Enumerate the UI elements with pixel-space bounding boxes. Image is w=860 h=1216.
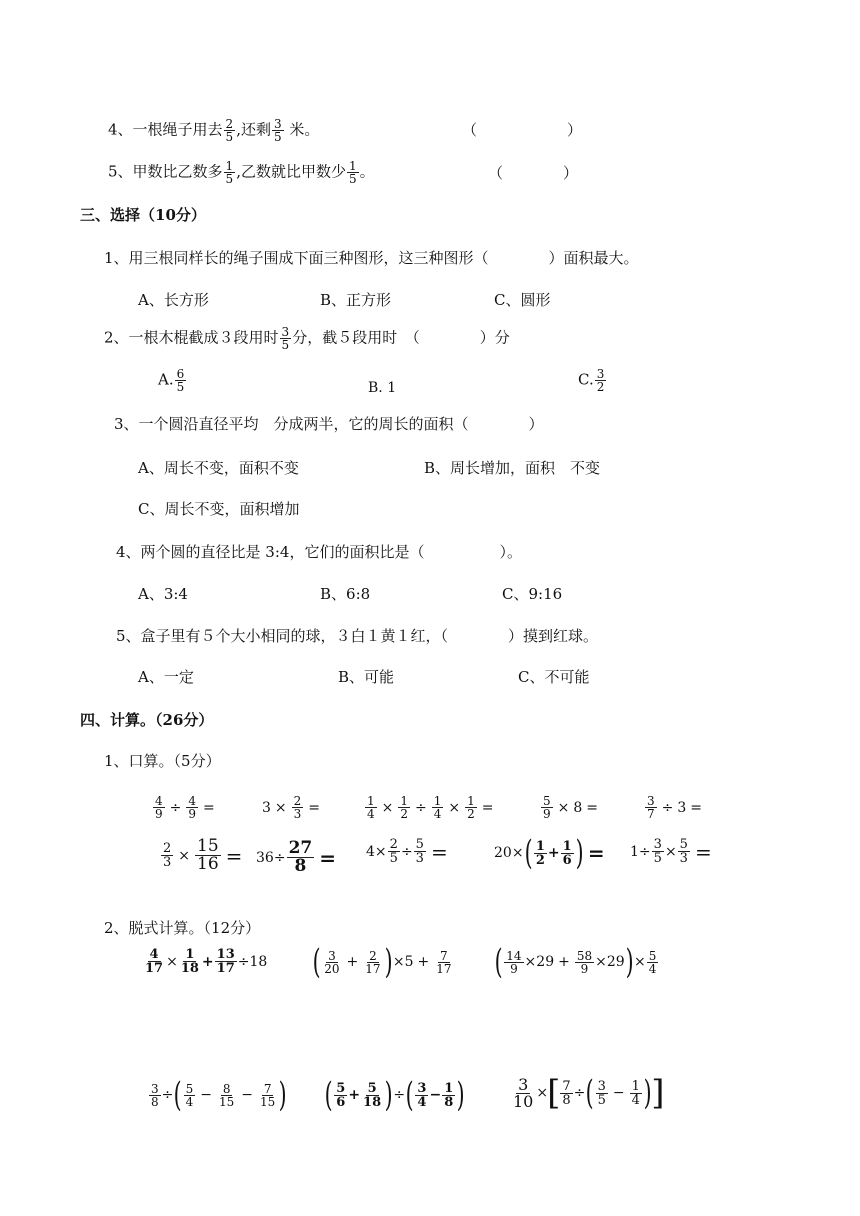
- math-symbol: 29: [606, 954, 625, 970]
- denominator: 6: [336, 1094, 346, 1110]
- oral-expression: [160, 838, 246, 873]
- numerator: 1: [400, 794, 409, 808]
- denominator: 17: [145, 961, 164, 976]
- option-c[interactable]: C、圆形: [494, 291, 551, 309]
- math-symbol: ): [456, 1075, 465, 1115]
- numerator: 5: [648, 948, 657, 963]
- option-c[interactable]: C、周长不变，面积增加: [138, 500, 300, 518]
- numerator: 13: [216, 947, 235, 962]
- denominator: 5: [273, 130, 282, 144]
- math-symbol: 5: [404, 954, 414, 970]
- denominator: 5: [176, 380, 185, 394]
- math-symbol: +: [417, 954, 430, 970]
- denominator: 10: [513, 1091, 534, 1111]
- oral-expression: [644, 795, 706, 820]
- math-symbol: 1: [630, 843, 639, 860]
- math-symbol: +: [547, 845, 560, 861]
- fraction: [292, 795, 304, 820]
- math-symbol: ×: [633, 954, 646, 970]
- numerator: 3: [273, 117, 282, 131]
- denominator: 5: [225, 130, 234, 144]
- denominator: 4: [185, 1094, 194, 1109]
- numerator: 58: [576, 948, 593, 963]
- numerator: 4: [155, 794, 163, 808]
- numerator: 1: [467, 794, 475, 808]
- math-symbol: ÷: [573, 1085, 586, 1101]
- math-symbol: =: [481, 799, 494, 816]
- numerator: 7: [440, 948, 448, 963]
- math-symbol: +: [348, 1087, 361, 1103]
- denominator: 18: [180, 961, 199, 976]
- question-3-5: 5、盒子里有５个大小相同的球，３白１黄１红，（ ）摸到红球。: [116, 627, 599, 645]
- denominator: 5: [281, 338, 290, 352]
- math-symbol: ÷: [415, 799, 427, 816]
- fraction: [179, 948, 201, 975]
- numerator: 5: [543, 794, 551, 808]
- fraction: [534, 840, 547, 867]
- math-symbol: =: [225, 843, 243, 868]
- denominator: 9: [155, 807, 163, 821]
- calc-expression: [142, 948, 267, 975]
- numerator: 4: [149, 947, 159, 962]
- subsection-title: 2、脱式计算。（12分）: [104, 919, 261, 937]
- denominator: 16: [197, 854, 219, 874]
- math-symbol: 18: [249, 953, 268, 970]
- fraction: [287, 840, 315, 875]
- numerator: 2: [225, 117, 234, 131]
- math-symbol: ×: [524, 954, 537, 970]
- option-a[interactable]: A. $\frac{6}{5}$: [158, 367, 185, 394]
- math-symbol: (: [524, 833, 533, 873]
- fraction: [432, 795, 444, 820]
- fraction: [224, 160, 236, 185]
- fraction: [595, 368, 607, 393]
- denominator: 4: [631, 1092, 640, 1108]
- math-symbol: =: [308, 799, 321, 816]
- math-symbol: ×: [392, 954, 405, 970]
- numerator: 1: [348, 159, 357, 173]
- fraction: [334, 1082, 347, 1109]
- option-b[interactable]: B、6:8: [320, 585, 371, 603]
- fraction: [465, 795, 477, 820]
- fraction: [652, 838, 664, 865]
- math-symbol: =: [694, 839, 712, 864]
- math-symbol: −: [612, 1085, 625, 1101]
- calc-expression: [312, 942, 455, 982]
- numerator: 5: [367, 1080, 377, 1096]
- math-symbol: ×: [274, 799, 287, 816]
- numerator: 1: [185, 947, 195, 962]
- numerator: 2: [369, 948, 377, 963]
- denominator: 15: [260, 1094, 276, 1109]
- denominator: 9: [580, 961, 589, 976]
- numerator: 3: [518, 1074, 529, 1094]
- math-symbol: 29: [536, 954, 555, 970]
- option-b[interactable]: B、可能: [338, 668, 395, 686]
- option-c[interactable]: C、不可能: [518, 668, 590, 686]
- denominator: 9: [188, 807, 197, 821]
- numerator: 15: [197, 836, 219, 856]
- denominator: 15: [219, 1094, 235, 1109]
- numerator: 7: [562, 1078, 571, 1094]
- math-symbol: ×: [178, 847, 191, 864]
- denominator: 20: [324, 961, 340, 976]
- denominator: 4: [417, 1094, 427, 1110]
- denominator: 7: [647, 807, 655, 821]
- math-symbol: 20: [494, 845, 512, 861]
- math-symbol: =: [586, 799, 599, 816]
- numerator: 2: [293, 794, 302, 808]
- numerator: 1: [367, 794, 375, 808]
- fraction: [195, 838, 221, 873]
- numerator: 7: [263, 1081, 272, 1096]
- fraction: [596, 1080, 608, 1107]
- math-symbol: ÷: [393, 1087, 406, 1103]
- option-b[interactable]: B、周长增加，面积 不变: [424, 459, 601, 477]
- fraction: [175, 368, 187, 393]
- math-symbol: ): [575, 833, 584, 873]
- denominator: 17: [216, 961, 235, 976]
- numerator: 4: [188, 794, 197, 808]
- numerator: 5: [185, 1081, 194, 1096]
- numerator: 3: [653, 837, 662, 852]
- denominator: 3: [415, 851, 424, 866]
- denominator: 4: [433, 807, 442, 821]
- numerator: 5: [679, 837, 688, 852]
- math-symbol: −: [429, 1087, 442, 1103]
- denominator: 8: [294, 856, 307, 876]
- fraction: [647, 950, 659, 975]
- math-symbol: ×: [374, 843, 387, 860]
- denominator: 4: [367, 807, 375, 821]
- numerator: 1: [444, 1080, 454, 1096]
- math-symbol: ]: [651, 1073, 665, 1113]
- math-symbol: +: [201, 953, 214, 970]
- denominator: 3: [163, 855, 172, 870]
- math-symbol: (: [174, 1075, 182, 1115]
- numerator: 2: [389, 837, 398, 852]
- math-symbol: ÷: [273, 849, 286, 866]
- fraction: [541, 795, 553, 820]
- fraction: [272, 118, 284, 143]
- math-symbol: ×: [595, 954, 607, 970]
- denominator: 9: [543, 807, 551, 821]
- numerator: 27: [288, 838, 313, 858]
- math-symbol: [: [547, 1073, 561, 1113]
- numerator: 3: [151, 1081, 159, 1096]
- math-symbol: ): [384, 942, 393, 982]
- fraction: [575, 950, 594, 975]
- calc-expression: [324, 1075, 466, 1115]
- fraction: [504, 950, 523, 975]
- math-symbol: −: [241, 1087, 254, 1103]
- numerator: 5: [415, 837, 424, 852]
- fraction: [560, 1080, 572, 1107]
- math-symbol: ×: [448, 799, 461, 816]
- oral-expression: [364, 795, 498, 820]
- fraction: [153, 795, 165, 820]
- option-b[interactable]: B. 1: [368, 380, 397, 396]
- denominator: 5: [225, 172, 234, 186]
- numerator: 1: [631, 1078, 640, 1094]
- answer-blank[interactable]: （ ）: [462, 121, 583, 139]
- math-symbol: ×: [664, 843, 677, 860]
- denominator: 2: [535, 852, 545, 868]
- numerator: 3: [328, 948, 336, 963]
- numerator: 5: [336, 1080, 346, 1096]
- math-symbol: ): [643, 1073, 652, 1113]
- oral-expression: [152, 795, 219, 820]
- oral-expression: [630, 838, 716, 865]
- numerator: 2: [163, 841, 172, 856]
- question-2-4: 4、一根绳子用去 $\frac{2}{5}$ ,还剩 $\frac{3}{5}$ 米。: [108, 117, 320, 144]
- math-symbol: ×: [166, 953, 178, 970]
- math-symbol: =: [319, 845, 336, 870]
- denominator: 6: [562, 852, 572, 868]
- fraction: [398, 795, 410, 820]
- math-symbol: ÷: [638, 843, 651, 860]
- math-symbol: =: [587, 841, 605, 865]
- math-symbol: 8: [573, 799, 583, 816]
- math-symbol: (: [586, 1073, 594, 1113]
- answer-blank[interactable]: （ ）: [488, 164, 579, 182]
- math-symbol: ×: [381, 799, 394, 816]
- numerator: 1: [433, 794, 442, 808]
- numerator: 3: [281, 325, 290, 339]
- fraction: [361, 1082, 383, 1109]
- option-c[interactable]: C、9:16: [502, 585, 563, 603]
- fraction: [434, 950, 453, 975]
- denominator: 5: [389, 851, 398, 866]
- question-2-5: 5、甲数比乙数多 $\frac{1}{5}$ ,乙数就比甲数少 $\frac{1}{5}$ 。: [108, 159, 375, 186]
- fraction: [414, 838, 426, 865]
- option-c[interactable]: C. $\frac{3}{2}$: [578, 367, 605, 394]
- question-3-2: 2、一根木棍截成３段用时 $\frac{3}{5}$ 分，截５段用时 （ ）分: [104, 325, 510, 352]
- numerator: 3: [596, 367, 605, 381]
- calc-expression: [148, 1075, 288, 1115]
- math-symbol: =: [203, 799, 215, 816]
- math-symbol: 3: [262, 799, 271, 816]
- denominator: 2: [596, 380, 605, 394]
- numerator: 3: [647, 794, 655, 808]
- math-symbol: ÷: [161, 1087, 174, 1103]
- math-symbol: ×: [511, 845, 524, 861]
- denominator: 18: [363, 1094, 382, 1110]
- denominator: 2: [467, 807, 475, 821]
- math-symbol: ×: [536, 1085, 549, 1101]
- fraction: [442, 1082, 455, 1109]
- math-symbol: +: [346, 954, 359, 970]
- oral-expression: [494, 833, 609, 873]
- math-symbol: +: [558, 954, 570, 970]
- option-a[interactable]: A、一定: [138, 668, 194, 686]
- fraction: [630, 1080, 642, 1107]
- denominator: 3: [679, 851, 688, 866]
- numerator: 8: [222, 1081, 231, 1096]
- question-3-1: 1、用三根同样长的绳子围成下面三种图形，这三种图形（ ）面积最大。: [104, 249, 639, 267]
- fraction: [511, 1074, 535, 1111]
- fraction: [365, 795, 377, 820]
- fraction: [149, 1083, 161, 1108]
- denominator: 5: [597, 1092, 606, 1108]
- calc-expression: [494, 942, 659, 982]
- calc-expression: [510, 1073, 665, 1113]
- numerator: 1: [535, 838, 545, 854]
- numerator: 3: [417, 1080, 427, 1096]
- fraction: [645, 795, 657, 820]
- math-symbol: 3: [677, 799, 687, 816]
- fraction: [184, 1083, 196, 1108]
- math-symbol: 36: [256, 849, 274, 866]
- section-heading: 三、选择（10分）: [80, 206, 206, 224]
- math-symbol: ÷: [169, 799, 182, 816]
- math-symbol: 4: [366, 843, 375, 860]
- math-symbol: ×: [557, 799, 570, 816]
- option-a[interactable]: A、3:4: [138, 585, 188, 603]
- subsection-title: 1、口算。（5分）: [104, 752, 221, 770]
- denominator: 17: [365, 961, 381, 976]
- numerator: 1: [562, 838, 572, 854]
- fraction: [224, 118, 236, 143]
- math-symbol: (: [312, 942, 321, 982]
- denominator: 8: [151, 1094, 159, 1109]
- oral-expression: [262, 795, 324, 820]
- fraction: [215, 948, 237, 975]
- fraction: [186, 795, 198, 820]
- oral-expression: [256, 840, 340, 875]
- denominator: 2: [400, 807, 409, 821]
- question-3-3: 3、一个圆沿直径平均 分成两半，它的周长的面积（ ）: [114, 415, 544, 433]
- math-symbol: (: [324, 1075, 333, 1115]
- denominator: 5: [348, 172, 357, 186]
- math-symbol: ): [384, 1075, 393, 1115]
- math-symbol: ÷: [400, 843, 413, 860]
- fraction: [322, 950, 341, 975]
- math-symbol: (: [405, 1075, 414, 1115]
- denominator: 17: [436, 961, 452, 976]
- question-3-4: 4、两个圆的直径比是 3:4，它们的面积比是（ ）。: [116, 543, 522, 561]
- math-symbol: −: [200, 1087, 213, 1103]
- fraction: [143, 948, 165, 975]
- fraction: [388, 838, 400, 865]
- fraction: [415, 1082, 428, 1109]
- denominator: 4: [648, 961, 657, 976]
- fraction: [161, 842, 173, 869]
- math-symbol: ÷: [661, 799, 674, 816]
- math-symbol: =: [430, 839, 448, 864]
- denominator: 9: [510, 961, 518, 976]
- numerator: 1: [225, 159, 234, 173]
- denominator: 8: [562, 1092, 571, 1108]
- numerator: 6: [176, 367, 185, 381]
- math-symbol: =: [690, 799, 703, 816]
- fraction: [561, 840, 574, 867]
- denominator: 3: [293, 807, 302, 821]
- option-a[interactable]: A、周长不变，面积不变: [138, 459, 299, 477]
- fraction: [217, 1083, 236, 1108]
- fraction: [678, 838, 690, 865]
- numerator: 3: [597, 1078, 606, 1094]
- fraction: [363, 950, 382, 975]
- oral-expression: [540, 795, 602, 820]
- fraction: [258, 1083, 277, 1108]
- oral-expression: [366, 838, 452, 865]
- denominator: 5: [653, 851, 662, 866]
- fraction: [280, 326, 292, 351]
- numerator: 14: [506, 948, 522, 963]
- math-symbol: (: [494, 942, 503, 982]
- option-b[interactable]: B、正方形: [320, 291, 392, 309]
- fraction: [347, 160, 359, 185]
- option-a[interactable]: A、长方形: [138, 291, 209, 309]
- math-symbol: ): [625, 942, 634, 982]
- math-symbol: ): [278, 1075, 287, 1115]
- denominator: 8: [444, 1094, 454, 1110]
- math-symbol: ÷: [237, 953, 250, 970]
- section-heading: 四、计算。（26分）: [80, 711, 214, 729]
